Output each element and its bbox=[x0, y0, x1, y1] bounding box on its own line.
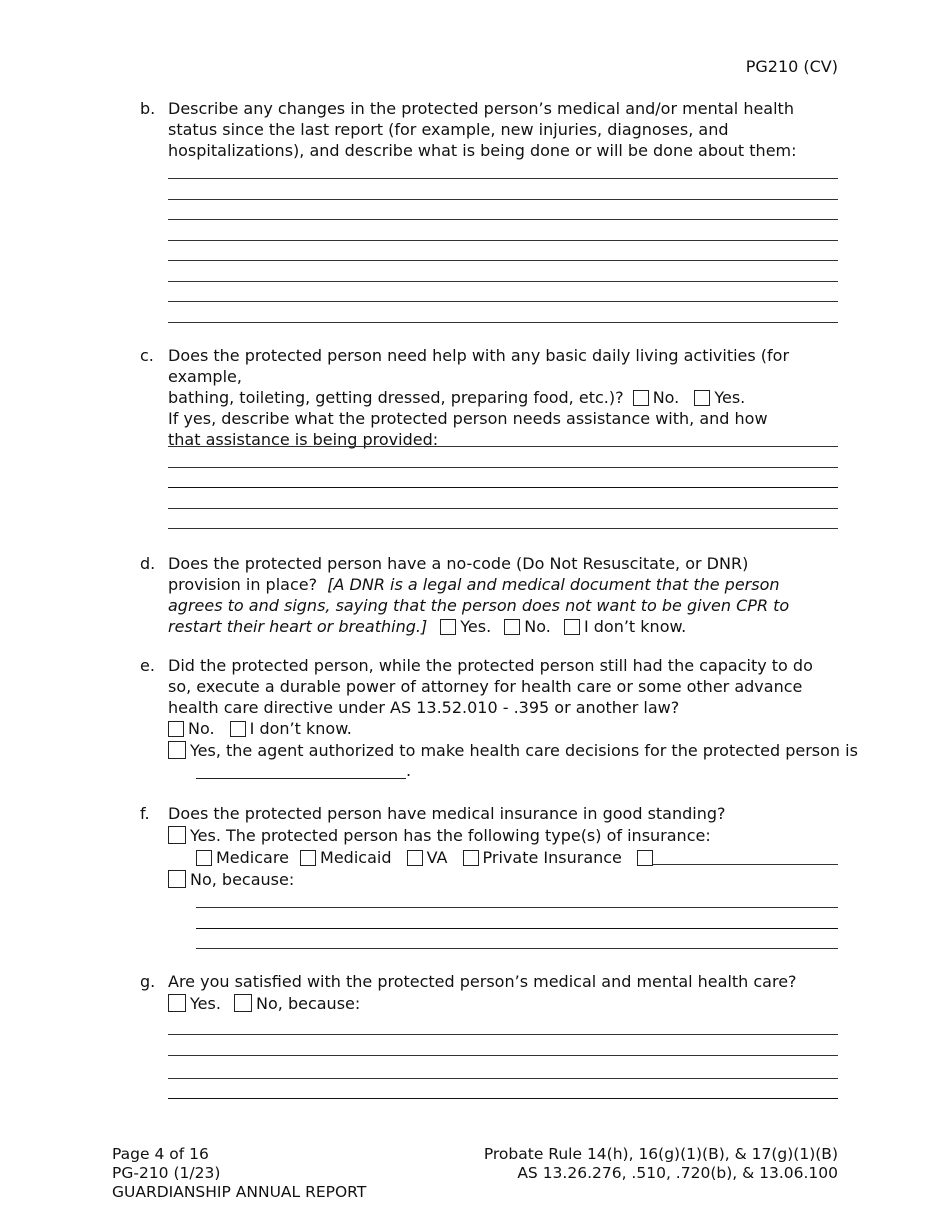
item-c-line2-text: bathing, toileting, getting dressed, preparing food, etc.)? bbox=[168, 388, 624, 407]
item-f-yes-row bbox=[168, 825, 711, 846]
item-f-no-checkbox[interactable] bbox=[168, 870, 186, 888]
item-e-yes-checkbox[interactable] bbox=[168, 741, 186, 759]
answer-line[interactable] bbox=[168, 281, 838, 282]
answer-line[interactable] bbox=[168, 467, 838, 468]
item-g-options-row bbox=[168, 993, 360, 1014]
item-e-no-checkbox[interactable] bbox=[168, 721, 184, 737]
form-title: GUARDIANSHIP ANNUAL REPORT bbox=[112, 1183, 367, 1201]
item-d-yes-label: Yes. bbox=[460, 617, 492, 636]
item-d-no-checkbox[interactable] bbox=[504, 619, 520, 635]
footer-left bbox=[112, 1145, 366, 1202]
va-label: VA bbox=[426, 848, 448, 867]
item-g-no-checkbox[interactable] bbox=[234, 994, 252, 1012]
item-c-followup: If yes, describe what the protected person needs assistance with, and how that assistance is being provided: bbox=[168, 409, 768, 449]
page-number: Page 4 of 16 bbox=[112, 1145, 209, 1163]
item-e-dont-know-checkbox[interactable] bbox=[230, 721, 246, 737]
item-d-text: Does the protected person have a no-code (Do Not Resuscitate, or DNR) provision in place? bbox=[168, 554, 749, 594]
item-e-agent-row bbox=[196, 760, 411, 781]
item-e-no-label: No. bbox=[188, 719, 215, 738]
item-d-dnr-note: [A DNR is a legal and medical document that the person agrees to and signs, saying that the person does not want to be given CPR to restart their heart or breathing.] bbox=[168, 575, 790, 636]
item-e-agent-name-field[interactable] bbox=[196, 762, 406, 779]
item-b-question: Describe any changes in the protected person’s medical and/or mental health status since the last report (for example, new injuries, diagnoses, and hospitalizations), and describe what is being done or will be done about them: bbox=[168, 99, 797, 160]
item-c-line2 bbox=[168, 387, 848, 408]
answer-line[interactable] bbox=[168, 322, 838, 323]
answer-line[interactable] bbox=[168, 178, 838, 179]
answer-line[interactable] bbox=[168, 1078, 838, 1079]
private-insurance-label: Private Insurance bbox=[482, 848, 622, 867]
private-insurance-checkbox[interactable] bbox=[463, 850, 479, 866]
item-g-yes-checkbox[interactable] bbox=[168, 994, 186, 1012]
item-g-yes-label: Yes. bbox=[190, 994, 221, 1013]
item-d-yes-checkbox[interactable] bbox=[440, 619, 456, 635]
item-c-yes-label: Yes. bbox=[714, 388, 746, 407]
item-c-label: c. bbox=[140, 346, 154, 365]
other-insurance-checkbox[interactable] bbox=[637, 850, 653, 866]
item-f-no-row bbox=[168, 869, 294, 890]
other-insurance-field[interactable] bbox=[653, 864, 838, 865]
answer-line[interactable] bbox=[168, 199, 838, 200]
item-c-no-label: No. bbox=[652, 388, 680, 407]
item-e-agent-period: . bbox=[406, 761, 412, 780]
item-f-yes-checkbox[interactable] bbox=[168, 826, 186, 844]
item-d-dont-know-label: I don’t know. bbox=[583, 617, 687, 636]
answer-line[interactable] bbox=[196, 948, 838, 949]
answer-line[interactable] bbox=[168, 240, 838, 241]
item-f-insurance-types bbox=[196, 847, 657, 868]
item-e-options-row bbox=[168, 718, 352, 739]
medicare-label: Medicare bbox=[216, 848, 289, 867]
answer-line[interactable] bbox=[196, 907, 838, 908]
medicaid-checkbox[interactable] bbox=[300, 850, 316, 866]
probate-rule-citation: Probate Rule 14(h), 16(g)(1)(B), & 17(g)(1)(B) bbox=[483, 1145, 838, 1163]
item-f-label: f. bbox=[140, 804, 150, 823]
footer-right bbox=[484, 1145, 838, 1183]
item-g-label: g. bbox=[140, 972, 156, 991]
item-g-no-label: No, because: bbox=[256, 994, 361, 1013]
answer-line[interactable] bbox=[168, 487, 838, 488]
item-e-label: e. bbox=[140, 656, 155, 675]
item-c-question bbox=[168, 345, 848, 450]
item-e-question: Did the protected person, while the protected person still had the capacity to do so, execute a durable power of attorney for health care or some other advance health care directive under AS 13.52.010 - .395 or another law? bbox=[168, 656, 813, 717]
answer-line[interactable] bbox=[168, 260, 838, 261]
item-f-question: Does the protected person have medical insurance in good standing? bbox=[168, 804, 726, 823]
form-number: PG-210 (1/23) bbox=[112, 1164, 221, 1182]
item-b-label: b. bbox=[140, 99, 156, 118]
answer-line[interactable] bbox=[168, 446, 838, 447]
answer-line[interactable] bbox=[168, 528, 838, 529]
answer-line[interactable] bbox=[168, 508, 838, 509]
item-d-question bbox=[168, 553, 818, 637]
item-c-line1: Does the protected person need help with any basic daily living activities (for example, bbox=[168, 346, 790, 386]
medicaid-label: Medicaid bbox=[320, 848, 392, 867]
va-checkbox[interactable] bbox=[407, 850, 423, 866]
item-e-dont-know-label: I don’t know. bbox=[249, 719, 352, 738]
item-f-no-label: No, because: bbox=[190, 870, 295, 889]
item-e-yes-label: Yes, the agent authorized to make health care decisions for the protected person is bbox=[190, 741, 858, 760]
answer-line[interactable] bbox=[196, 928, 838, 929]
item-d-label: d. bbox=[140, 554, 156, 573]
item-d-no-label: No. bbox=[524, 617, 551, 636]
item-f-yes-label: Yes. The protected person has the following type(s) of insurance: bbox=[190, 826, 711, 845]
answer-line[interactable] bbox=[168, 1098, 838, 1099]
item-c-no-checkbox[interactable] bbox=[633, 390, 649, 406]
item-g-question: Are you satisfied with the protected person’s medical and mental health care? bbox=[168, 972, 797, 991]
item-c-yes-checkbox[interactable] bbox=[694, 390, 710, 406]
item-d-dont-know-checkbox[interactable] bbox=[564, 619, 580, 635]
medicare-checkbox[interactable] bbox=[196, 850, 212, 866]
form-code-header: PG210 (CV) bbox=[745, 57, 838, 76]
answer-line[interactable] bbox=[168, 219, 838, 220]
statute-citation: AS 13.26.276, .510, .720(b), & 13.06.100 bbox=[517, 1164, 838, 1182]
answer-line[interactable] bbox=[168, 1055, 838, 1056]
item-e-yes-row bbox=[168, 740, 858, 761]
answer-line[interactable] bbox=[168, 301, 838, 302]
answer-line[interactable] bbox=[168, 1034, 838, 1035]
